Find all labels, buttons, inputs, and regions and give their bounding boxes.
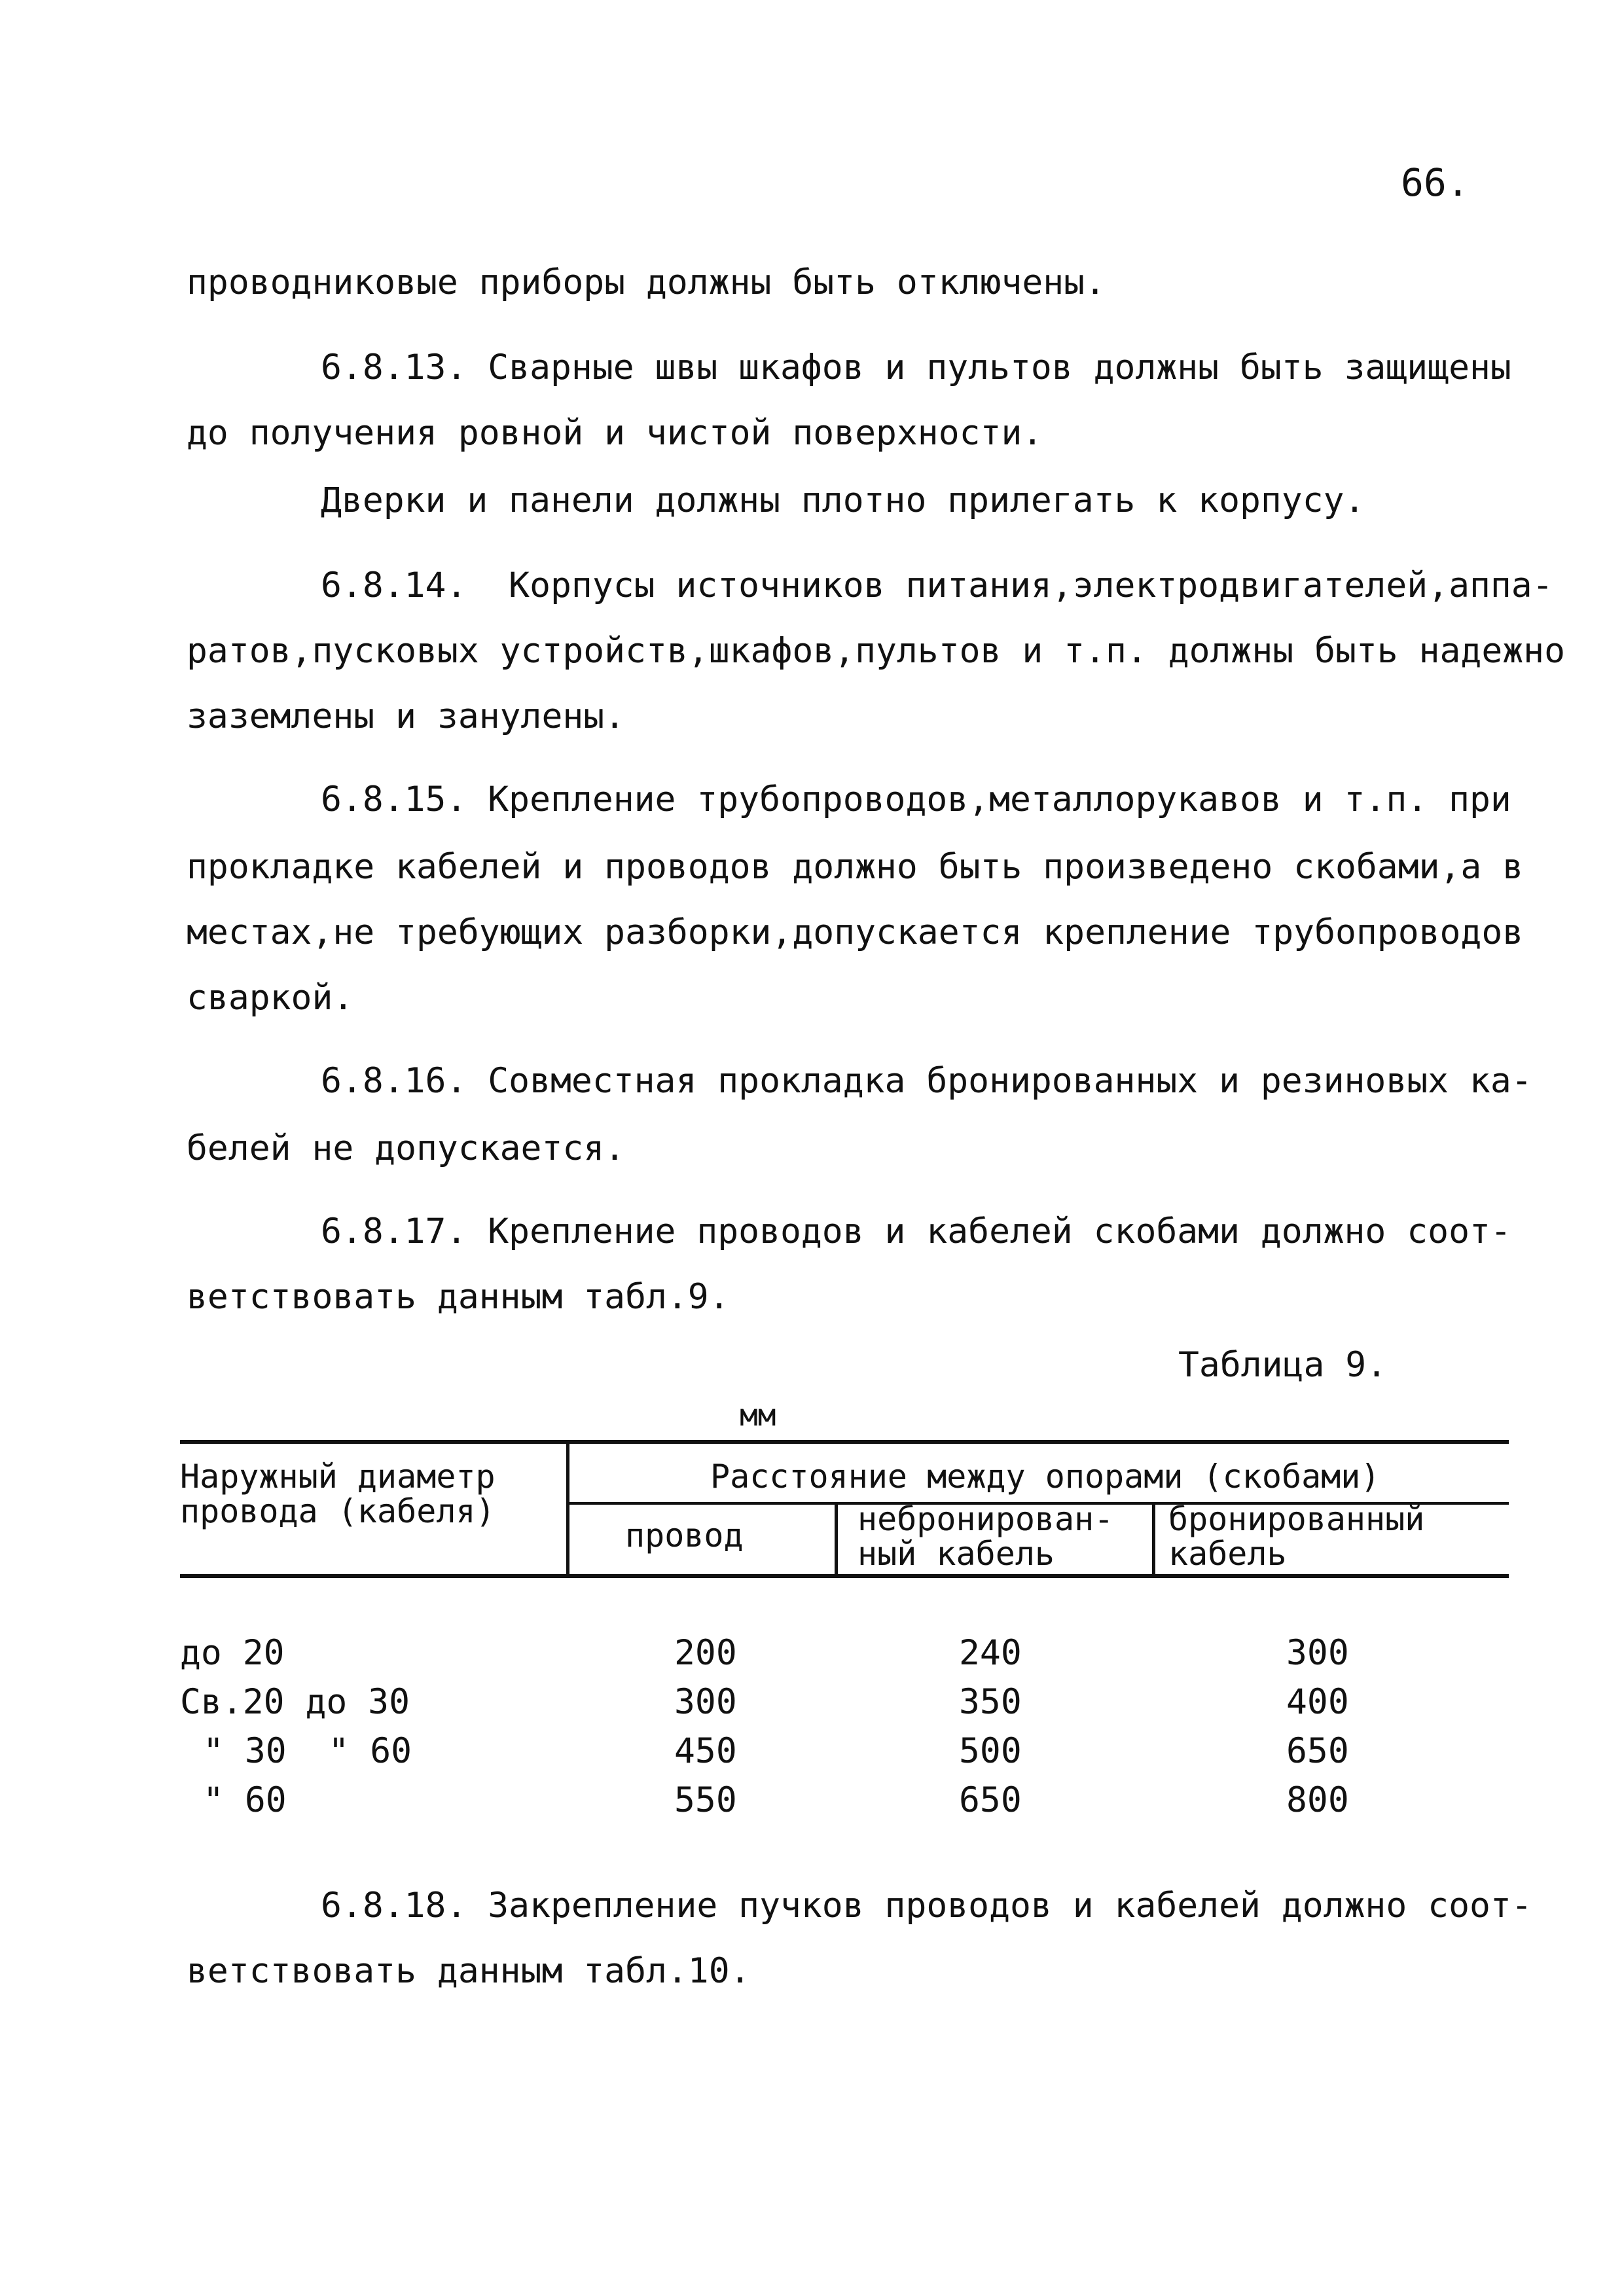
text-line: 6.8.13. Сварные швы шкафов и пультов должны быть защищены [321, 348, 1511, 387]
text-line: ветствовать данным табл.9. [187, 1277, 730, 1317]
data-table [180, 1440, 1509, 1833]
text-line: ратов,пусковых устройств,шкафов,пультов и т.п. должны быть надежно [187, 631, 1565, 671]
text-line: сваркой. [187, 978, 354, 1018]
cell-diameter: " 60 [203, 1780, 287, 1820]
cell-wire: 300 [674, 1682, 737, 1722]
cell-unarmored: 500 [959, 1731, 1022, 1771]
header-armored-line1: бронированный [1168, 1500, 1425, 1538]
header-armored-line2: кабель [1168, 1534, 1287, 1573]
cell-diameter: " 30 " 60 [203, 1731, 412, 1771]
header-unarmored-line2: ный кабель [857, 1534, 1055, 1573]
cell-armored: 400 [1286, 1682, 1349, 1722]
text-line: 6.8.18. Закрепление пучков проводов и кабелей должно соот- [321, 1886, 1532, 1926]
header-unarmored-line1: небронирован- [857, 1500, 1114, 1538]
text-line: 6.8.14. Корпусы источников питания,электродвигателей,аппа- [321, 565, 1553, 605]
cell-diameter: до 20 [180, 1633, 285, 1673]
header-wire: провод [625, 1516, 744, 1554]
table-top-rule [180, 1440, 1509, 1444]
cell-wire: 550 [674, 1780, 737, 1820]
table-units: мм [740, 1397, 776, 1433]
cell-armored: 300 [1286, 1633, 1349, 1673]
text-line: проводниковые приборы должны быть отключены. [187, 262, 1106, 302]
header-diameter-line1: Наружный диаметр [180, 1458, 496, 1496]
header-diameter [180, 1460, 496, 1528]
table-vline [1152, 1502, 1155, 1577]
text-line: Дверки и панели должны плотно прилегать к корпусу. [321, 480, 1365, 520]
cell-wire: 450 [674, 1731, 737, 1771]
text-line: 6.8.16. Совместная прокладка бронированных и резиновых ка- [321, 1061, 1532, 1101]
text-line: заземлены и занулены. [187, 696, 626, 736]
table-vline [566, 1440, 569, 1577]
cell-wire: 200 [674, 1633, 737, 1673]
header-diameter-line2: провода (кабеля) [180, 1492, 496, 1530]
text-line: белей не допускается. [187, 1128, 626, 1168]
cell-unarmored: 650 [959, 1780, 1022, 1820]
text-line: ветствовать данным табл.10. [187, 1951, 751, 1991]
text-line: 6.8.17. Крепление проводов и кабелей скобами должно соот- [321, 1211, 1511, 1251]
text-line: до получения ровной и чистой поверхности. [187, 413, 1043, 453]
cell-armored: 650 [1286, 1731, 1349, 1771]
header-distance-group: Расстояние между опорами (скобами) [710, 1458, 1380, 1496]
header-armored [1168, 1502, 1424, 1571]
table-caption: Таблица 9. [1178, 1345, 1388, 1385]
page-number: 66. [1401, 160, 1470, 205]
table-header-rule [180, 1574, 1509, 1578]
text-line: прокладке кабелей и проводов должно быть произведено скобами,а в [187, 847, 1524, 887]
cell-diameter: Св.20 до 30 [180, 1682, 410, 1722]
cell-unarmored: 240 [959, 1633, 1022, 1673]
text-line: 6.8.15. Крепление трубопроводов,металлорукавов и т.п. при [321, 780, 1511, 819]
cell-armored: 800 [1286, 1780, 1349, 1820]
table-vline [835, 1502, 838, 1577]
cell-unarmored: 350 [959, 1682, 1022, 1722]
header-unarmored [857, 1502, 1113, 1571]
text-line: местах,не требующих разборки,допускается крепление трубопроводов [187, 912, 1524, 952]
